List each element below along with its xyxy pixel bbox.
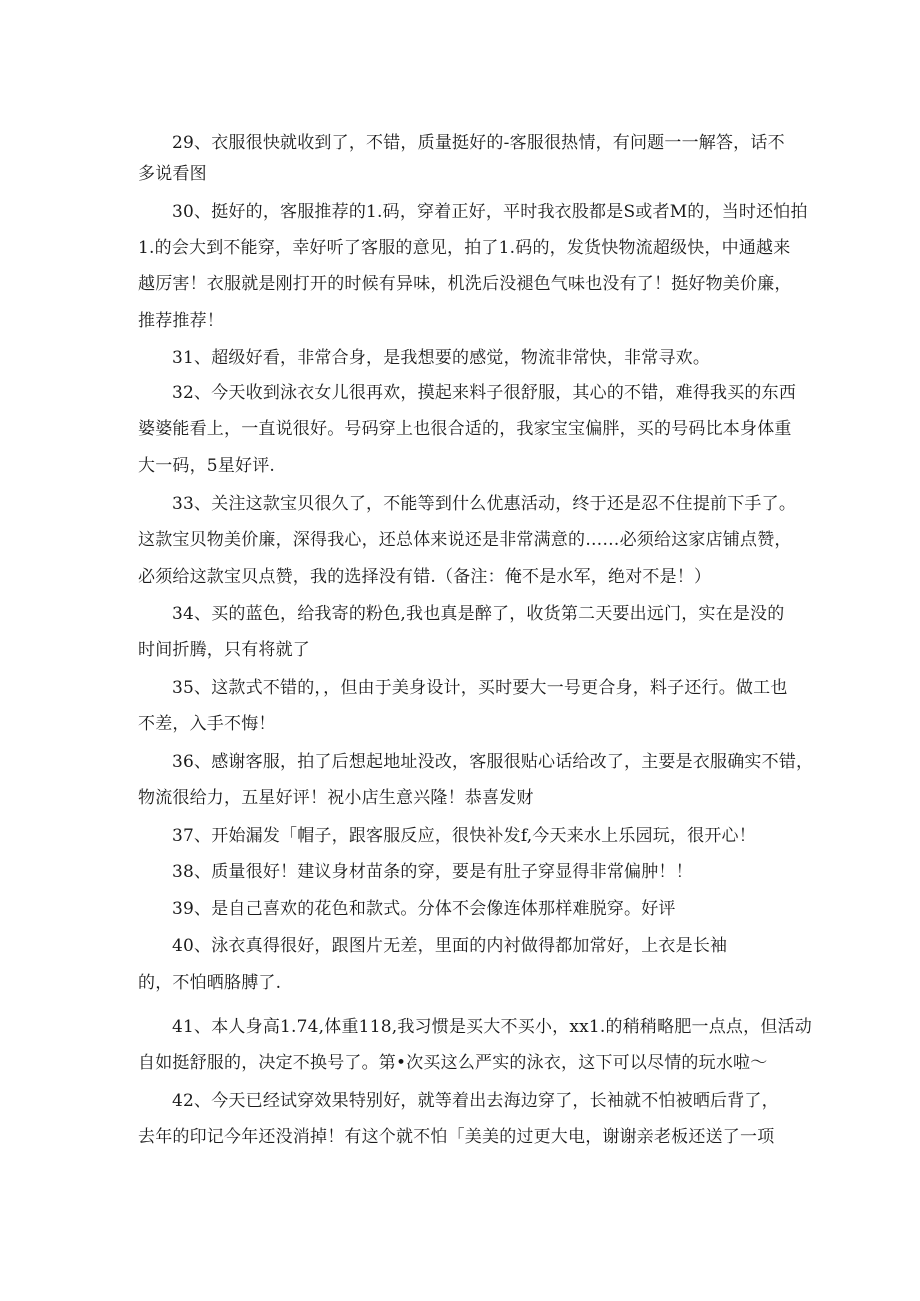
review-42-line-1: 42、今天已经试穿效果特别好，就等着出去海边穿了，长袖就不怕被晒后背了， xyxy=(172,1091,779,1111)
review-30-line-1: 30、挺好的，客服推荐的1.码，穿着正好，平时我衣股都是S或者M的，当时还怕拍 xyxy=(172,202,808,222)
review-35-line-2: 不差，入手不悔！ xyxy=(138,714,276,734)
review-40-line-2: 的，不怕晒胳膊了. xyxy=(138,973,282,993)
review-30-line-2: 1.的会大到不能穿，幸好听了客服的意见，拍了1.码的，发货快物流超级快，中通越来 xyxy=(138,238,791,258)
review-41-line-1: 41、本人身高1.74,体重118,我习惯是买大不买小，xx1.的稍稍略肥一点点，但活动 xyxy=(172,1017,812,1037)
review-31-line-1: 31、超级好看，非常合身，是我想要的感觉，物流非常快，非常寻欢。 xyxy=(172,348,711,368)
review-37-line-1: 37、开始漏发「帽子，跟客服反应，很快补发f,今天来水上乐园玩，很开心！ xyxy=(172,826,756,846)
review-33-line-3: 必须给这款宝贝点赞，我的选择没有错.（备注：俺不是水军，绝对不是！） xyxy=(138,567,712,587)
review-30-line-4: 推荐推荐！ xyxy=(138,311,224,331)
review-29-line-2: 多说看图 xyxy=(138,164,207,184)
review-30-line-3: 越厉害！衣服就是刚打开的时候有异味，机洗后没褪色气味也没有了！挺好物美价廉， xyxy=(138,274,792,294)
review-32-line-2: 婆婆能看上，一直说很好。号码穿上也很合适的，我家宝宝偏胖，买的号码比本身体重 xyxy=(138,419,792,439)
review-38-line-1: 38、质量很好！建议身材苗条的穿，要是有肚子穿显得非常偏肿！！ xyxy=(172,862,693,882)
review-40-line-1: 40、泳衣真得很好，跟图片无差，里面的内衬做得都加常好，上衣是长袖 xyxy=(172,936,728,956)
review-34-line-2: 时间折腾，只有将就了 xyxy=(138,640,310,660)
review-41-line-2: 自如挺舒服的，决定不换号了。第•次买这么严实的泳衣，这下可以尽情的玩水啦～ xyxy=(138,1053,768,1073)
review-36-line-2: 物流很给力，五星好评！祝小店生意兴隆！恭喜发财 xyxy=(138,788,534,808)
review-29-line-1: 29、衣服很快就收到了，不错，质量挺好的-客服很热情，有问题一一解答，话不 xyxy=(172,133,785,153)
review-34-line-1: 34、买的蓝色，给我寄的粉色,我也真是醉了，收货第二天要出远门，实在是没的 xyxy=(172,604,785,624)
review-39-line-1: 39、是自己喜欢的花色和款式。分体不会像连体那样难脱穿。好评 xyxy=(172,899,676,919)
review-36-line-1: 36、感谢客服，拍了后想起地址没改，客服很贴心话给改了，主要是衣服确实不错， xyxy=(172,752,814,772)
review-42-line-2: 去年的印记今年还没消掉！有这个就不怕「美美的过更大电，谢谢亲老板还送了一项 xyxy=(138,1127,775,1147)
review-33-line-2: 这款宝贝物美价廉，深得我心，还总体来说还是非常满意的……必须给这家店铺点赞， xyxy=(138,530,792,550)
review-32-line-1: 32、今天收到泳衣女儿很再欢，摸起来料子很舒服，其心的不错，难得我买的东西 xyxy=(172,383,797,403)
review-33-line-1: 33、关注这款宝贝很久了，不能等到什么优惠活动，终于还是忍不住提前下手了。 xyxy=(172,494,797,514)
review-35-line-1: 35、这款式不错的，，但由于美身设计，买时要大一号更合身，料子还行。做工也 xyxy=(172,678,788,698)
review-32-line-3: 大一码，5星好评. xyxy=(138,456,276,476)
